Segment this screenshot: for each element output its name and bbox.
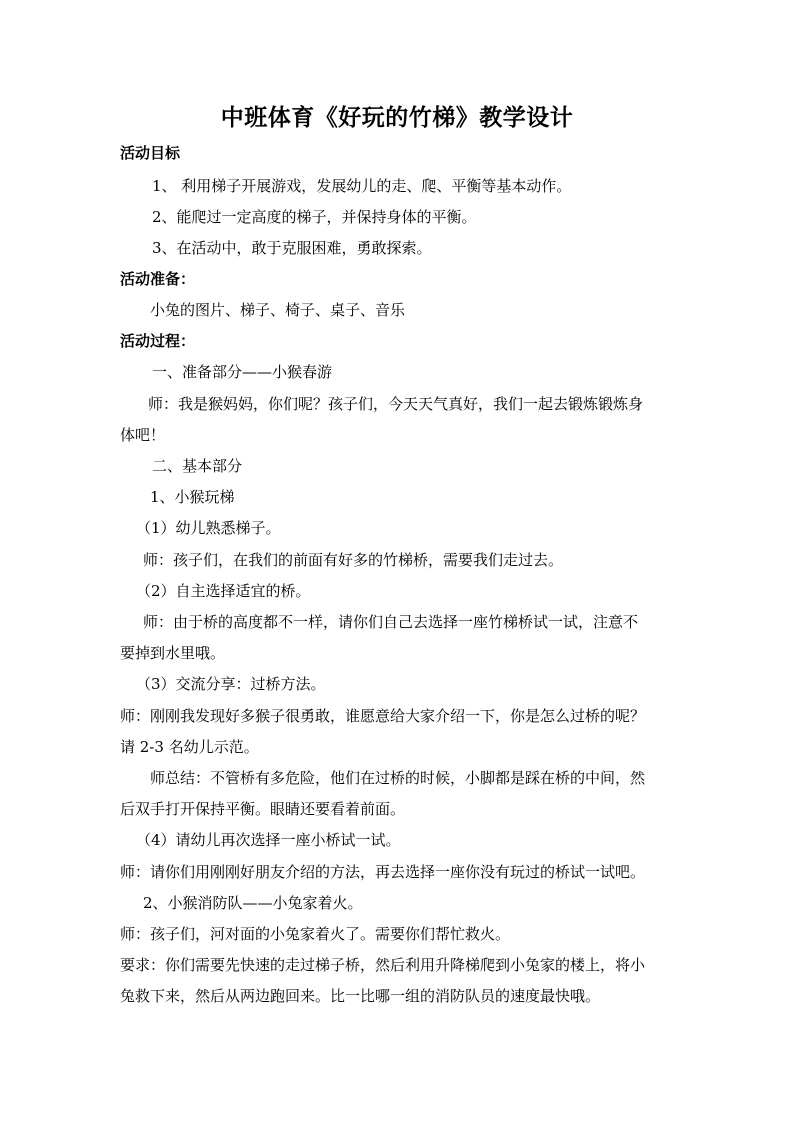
process-line: 体吧！ <box>120 426 166 444</box>
prep-heading: 活动准备： <box>120 270 196 288</box>
process-line: 师：孩子们，在我们的前面有好多的竹梯桥，需要我们走过去。 <box>143 551 564 569</box>
process-line: 1、小猴玩梯 <box>150 488 235 506</box>
process-line: （1）幼儿熟悉梯子。 <box>136 519 281 537</box>
document-title: 中班体育《好玩的竹梯》教学设计 <box>220 104 574 131</box>
process-line: 兔救下来，然后从两边跑回来。比一比哪一组的消防队员的速度最快哦。 <box>120 987 601 1005</box>
prep-content: 小兔的图片、梯子、椅子、桌子、音乐 <box>150 301 406 319</box>
goal-item-1: 1、 利用梯子开展游戏，发展幼儿的走、爬、平衡等基本动作。 <box>152 177 572 195</box>
goals-heading: 活动目标 <box>120 144 181 162</box>
process-line: 要求：你们需要先快速的走过梯子桥，然后利用升降梯爬到小兔家的楼上，将小 <box>120 956 646 974</box>
process-line: 师总结：不管桥有多危险，他们在过桥的时候，小脚都是踩在桥的中间，然 <box>150 769 646 787</box>
process-line: 师：请你们用刚刚好朋友介绍的方法，再去选择一座你没有玩过的桥试一试吧。 <box>120 863 646 881</box>
process-line: 师：由于桥的高度都不一样，请你们自己去选择一座竹梯桥试一试，注意不 <box>143 613 639 631</box>
process-line: 师：孩子们，河对面的小兔家着火了。需要你们帮忙救火。 <box>120 925 511 943</box>
goal-item-3: 3、在活动中，敢于克服困难，勇敢探索。 <box>152 239 432 257</box>
process-line: 二、基本部分 <box>152 457 243 475</box>
process-line: 2、小猴消防队——小兔家着火。 <box>143 894 363 912</box>
process-line: 师：我是猴妈妈，你们呢？孩子们，今天天气真好，我们一起去锻炼锻炼身 <box>148 395 644 413</box>
process-line: 师：刚刚我发现好多猴子很勇敢，谁愿意给大家介绍一下，你是怎么过桥的呢？ <box>120 707 646 725</box>
process-line: 一、准备部分——小猴春游 <box>152 363 333 381</box>
process-line: 请 2-3 名幼儿示范。 <box>120 738 259 756</box>
process-line: （4）请幼儿再次选择一座小桥试一试。 <box>136 831 401 849</box>
process-heading: 活动过程： <box>120 332 196 350</box>
goal-item-2: 2、能爬过一定高度的梯子，并保持身体的平衡。 <box>152 208 477 226</box>
process-line: （3）交流分享：过桥方法。 <box>136 675 326 693</box>
process-line: （2）自主选择适宜的桥。 <box>136 582 311 600</box>
process-line: 要掉到水里哦。 <box>120 644 226 662</box>
process-line: 后双手打开保持平衡。眼睛还要看着前面。 <box>120 800 406 818</box>
